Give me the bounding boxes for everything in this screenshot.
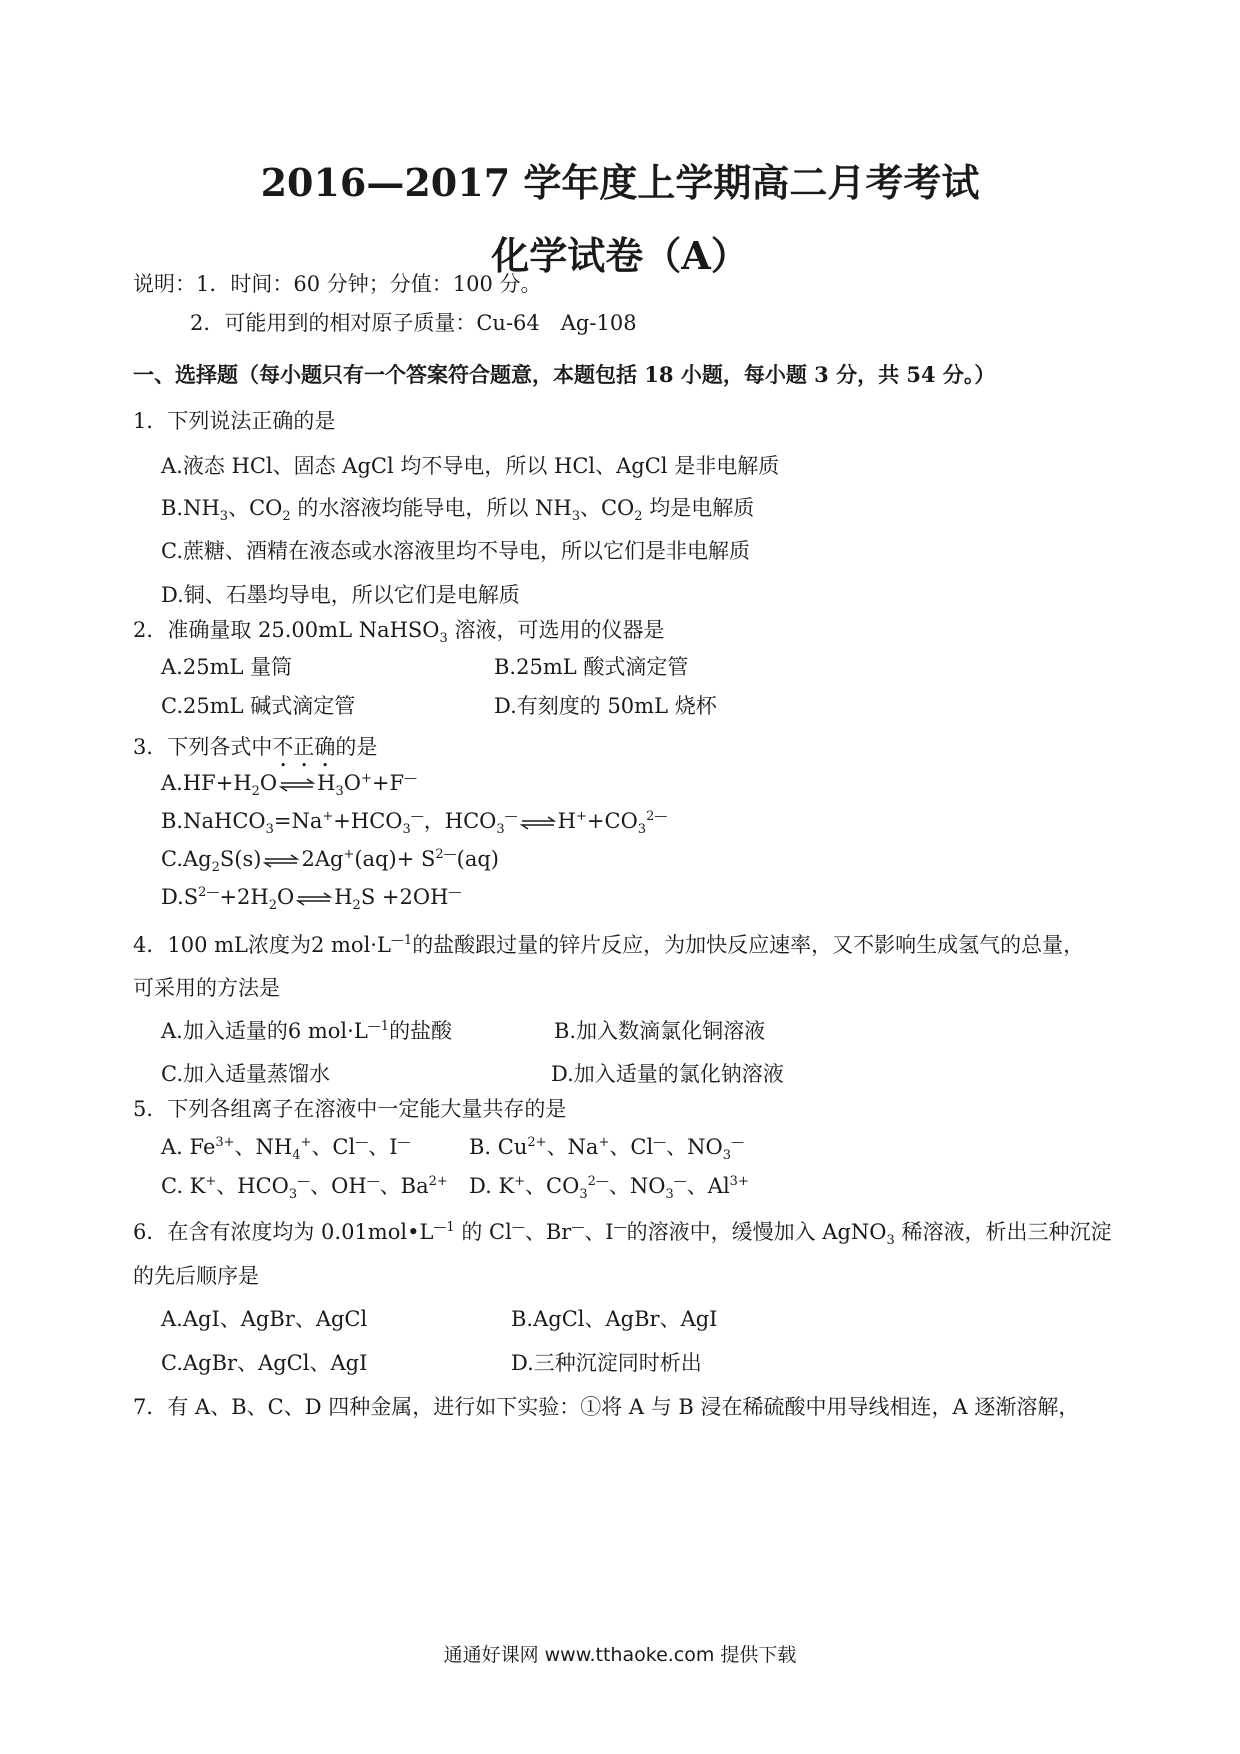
equilibrium-arrow-icon	[279, 778, 315, 792]
q5-option-b: B. $Cu^{2+}$、Na+、Cl—、$NO_3^—$	[469, 1135, 745, 1164]
q3-option-c: $C.Ag_2S(s)$ $2Ag^+(aq)+ S^{2—}(aq)$	[161, 847, 499, 876]
equilibrium-arrow-icon	[520, 816, 556, 830]
q3-option-b: $B.NaHCO_3=Na^++HCO_3^—$，$HCO_3^—$ $H^++CO_3^{2—}$	[161, 809, 668, 838]
exam-title: 2016—2017 学年度上学期高二月考考试	[260, 160, 980, 205]
q3-option-a: $A.HF+H_2O$ $H_3O^++F^—$	[161, 771, 418, 800]
q4-stem-line1: 4．100 mL浓度为2 $mol\cdot L^{—1}$的盐酸跟过量的锌片反应，为加快反应速率，又不影响生成氢气的总量，	[133, 933, 1085, 957]
q2-option-b: B.25mL 酸式滴定管	[494, 655, 689, 679]
exam-subtitle: 化学试卷（A）	[491, 233, 749, 278]
q6-stem-line2: 的先后顺序是	[133, 1264, 259, 1288]
q6-option-d: D.三种沉淀同时析出	[511, 1351, 702, 1375]
page-footer: 通通好课网 www.tthaoke.com 提供下载	[443, 1644, 797, 1666]
q2-option-c: C.25mL 碱式滴定管	[161, 694, 356, 718]
q5-option-d: D. K+、$CO_3^{2—}$、$NO_3^—$、$Al^{3+}$	[469, 1174, 749, 1203]
q4-option-d: D.加入适量的氯化钠溶液	[551, 1062, 784, 1086]
note-2: 2．可能用到的相对原子质量：Cu-64 Ag-108	[190, 311, 637, 335]
q1-option-b: $B.NH_3$、$CO_2$ 的水溶液均能导电，所以 $NH_3$、$CO_2$ 均是电解质	[161, 496, 755, 525]
q4-option-b: B.加入数滴氯化铜溶液	[554, 1019, 766, 1043]
q1-option-a: A.液态 HCl、固态 AgCl 均不导电，所以 HCl、AgCl 是非电解质	[161, 454, 780, 478]
q6-option-a: A.AgI、AgBr、AgCl	[161, 1307, 368, 1331]
q2-option-a: A.25mL 量筒	[161, 655, 293, 679]
q1-option-c: C.蔗糖、酒精在液态或水溶液里均不导电，所以它们是非电解质	[161, 539, 750, 563]
q5-stem: 5．下列各组离子在溶液中一定能大量共存的是	[133, 1097, 567, 1121]
q2-option-d: D.有刻度的 50mL 烧杯	[494, 694, 717, 718]
q3-stem: 3．下列各式中不正确的是	[133, 735, 378, 759]
section-heading: 一、选择题（每小题只有一个答案符合题意，本题包括 18 小题，每小题 3 分，共 54 分。）	[133, 362, 996, 387]
q3-option-d: $D.S^{2—}+2H_2O$ $H_2S +2OH^—$	[161, 885, 462, 914]
equilibrium-arrow-icon	[296, 892, 332, 906]
q5-option-c: C. K+、$HCO_3^—$、OH—、$Ba^{2+}$	[161, 1174, 448, 1203]
q6-stem-line1: 6．在含有浓度均为 $0.01mol•L^{—1}$ 的 Cl—、Br—、I—的溶液中，缓慢加入 AgNO$_3$ 稀溶液，析出三种沉淀	[133, 1220, 1112, 1249]
q6-option-c: C.AgBr、AgCl、AgI	[161, 1351, 368, 1375]
equilibrium-arrow-icon	[263, 854, 299, 868]
q2-stem: 2．准确量取 25.00mL NaHSO$_3$ 溶液，可选用的仪器是	[133, 618, 665, 647]
q1-option-d: D.铜、石墨均导电，所以它们是电解质	[161, 583, 520, 607]
q6-option-b: B.AgCl、AgBr、AgI	[511, 1307, 718, 1331]
q4-option-a: A.加入适量的6 $mol\cdot L^{—1}$的盐酸	[161, 1019, 453, 1043]
q7-stem: 7．有 A、B、C、D 四种金属，进行如下实验：①将 A 与 B 浸在稀硫酸中用导线相连，A 逐渐溶解，	[133, 1395, 1080, 1419]
q4-stem-line2: 可采用的方法是	[133, 976, 280, 1000]
emphasis-text: 不正确	[272, 735, 336, 759]
q1-stem: 1．下列说法正确的是	[133, 409, 336, 433]
q5-option-a: A. $Fe^{3+}$、$NH_4^+$、Cl—、I—	[161, 1135, 411, 1164]
note-1: 说明：1．时间：60 分钟；分值：100 分。	[133, 272, 542, 296]
q4-option-c: C.加入适量蒸馏水	[161, 1062, 330, 1086]
